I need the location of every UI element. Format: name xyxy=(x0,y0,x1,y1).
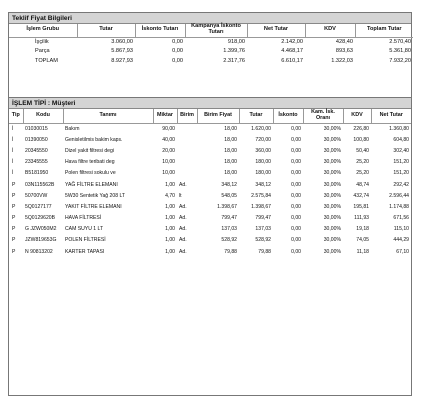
table-cell: 30,00% xyxy=(323,159,341,166)
table-cell: P xyxy=(12,203,16,210)
table-cell: lt xyxy=(179,192,182,199)
table-cell: 195,81 xyxy=(353,203,369,210)
table-cell: 0,00 xyxy=(172,57,183,64)
table-cell: P xyxy=(12,181,16,188)
table-cell: Hava filtre teribati deg xyxy=(65,159,115,166)
table-cell: 10,00 xyxy=(162,170,175,177)
table-cell: 348,12 xyxy=(255,181,271,188)
table-cell: 11,18 xyxy=(356,248,369,255)
column-header: Net Tutar xyxy=(247,24,305,37)
table-cell: P xyxy=(12,237,16,244)
column-header: KDV xyxy=(343,109,371,123)
table-cell: 604,80 xyxy=(393,136,409,143)
table-cell: 30,00% xyxy=(323,170,341,177)
table-cell: 1.322,03 xyxy=(331,57,353,64)
table-cell: 01030015 xyxy=(25,125,48,132)
table-cell: 115,10 xyxy=(393,226,409,233)
table-cell: 50,40 xyxy=(356,147,369,154)
table-cell: 30,00% xyxy=(323,136,341,143)
table-cell: 5Q0127177 xyxy=(25,203,52,210)
table-cell: Bakım xyxy=(65,125,80,132)
column-header: Kampanya İskonto Tutarı xyxy=(185,24,247,37)
column-header: Kodu xyxy=(23,109,63,123)
table-cell: 671,56 xyxy=(393,215,409,222)
column-header: İskonto Tutarı xyxy=(135,24,185,37)
table-cell: Ad. xyxy=(179,215,187,222)
table-cell: 1.399,76 xyxy=(223,48,245,55)
table-cell: 0,00 xyxy=(291,170,301,177)
table-cell: 18,00 xyxy=(224,125,237,132)
table-cell: Parça xyxy=(35,48,50,55)
table-cell: 5.361,80 xyxy=(389,48,411,55)
table-cell: 4,70 xyxy=(165,192,175,199)
table-cell xyxy=(177,134,197,145)
table-cell: 79,88 xyxy=(258,248,271,255)
table-cell: P xyxy=(12,248,16,255)
table-cell: 1.620,00 xyxy=(251,125,271,132)
table-cell: 6.610,17 xyxy=(281,57,303,64)
table-cell: 111,93 xyxy=(354,215,369,222)
table-cell: 137,03 xyxy=(221,226,237,233)
table-row xyxy=(9,134,411,145)
document-frame xyxy=(8,12,412,396)
table-cell: POLEN FİLTRESİ xyxy=(65,237,106,244)
table-cell: 0,00 xyxy=(291,147,301,154)
table-cell: 2.575,84 xyxy=(251,192,271,199)
table-cell: 180,00 xyxy=(255,159,271,166)
table-cell: İ xyxy=(12,147,14,154)
table-cell: 18,00 xyxy=(224,136,237,143)
table-cell: 01390050 xyxy=(25,136,48,143)
table-cell: İşçilik xyxy=(35,39,49,45)
table-row xyxy=(9,179,411,190)
table-cell: P xyxy=(12,215,16,222)
table-cell: 5W30 Sentetik Yağ 208 LT xyxy=(65,192,126,199)
table-cell: N 90813202 xyxy=(25,248,53,255)
table-cell xyxy=(177,157,197,168)
table-cell: 25,20 xyxy=(356,159,369,166)
table-row xyxy=(9,235,411,246)
table-cell: 30,00% xyxy=(323,226,341,233)
table-cell: 23345555 xyxy=(25,159,48,166)
table-cell: 3.060,00 xyxy=(111,39,133,45)
table-cell: 7.932,20 xyxy=(389,57,411,64)
table-cell: İ xyxy=(12,125,14,132)
table-cell: 0,00 xyxy=(291,203,301,210)
table-cell: 1,00 xyxy=(165,215,175,222)
table-row xyxy=(9,190,411,201)
table-cell: 1,00 xyxy=(165,203,175,210)
table-cell: 1.398,67 xyxy=(217,203,237,210)
table-cell: 5Q0129620B xyxy=(25,215,56,222)
table-cell: Polen filtresi sokulu ve xyxy=(65,170,116,177)
table-cell: 18,00 xyxy=(224,170,237,177)
table-cell: 799,47 xyxy=(255,215,271,222)
column-header: Tip xyxy=(9,109,23,123)
table-cell: 30,00% xyxy=(323,203,341,210)
table-cell: 226,80 xyxy=(353,125,369,132)
table-cell: İ xyxy=(12,170,14,177)
column-header: Net Tutar xyxy=(371,109,411,123)
operation-type-title: İŞLEM TİPİ : Müşteri xyxy=(9,98,411,109)
column-header: Toplam Tutar xyxy=(355,24,413,37)
table-cell: 30,00% xyxy=(323,248,341,255)
table-cell: 2.142,00 xyxy=(281,39,303,45)
table-cell: 918,00 xyxy=(227,39,245,45)
table-cell: 180,00 xyxy=(255,170,271,177)
table-cell: 432,74 xyxy=(353,192,369,199)
table-cell: 67,10 xyxy=(396,248,409,255)
table-cell: 1,00 xyxy=(165,226,175,233)
table-cell: 5.867,93 xyxy=(111,48,133,55)
table-cell: 4.468,17 xyxy=(281,48,303,55)
table-cell: 1.360,80 xyxy=(389,125,409,132)
table-cell: YAĞ FİLTRE ELEMANI xyxy=(65,181,118,188)
table-cell: 50700VW xyxy=(25,192,48,199)
table-cell xyxy=(177,168,197,179)
table-cell: Ad. xyxy=(179,248,187,255)
table-cell: 444,29 xyxy=(393,237,409,244)
table-cell: KARTER TAPASI xyxy=(65,248,105,255)
table-cell: 48,74 xyxy=(356,181,369,188)
table-cell: 0,00 xyxy=(291,136,301,143)
column-header: İskonto xyxy=(273,109,303,123)
table-cell: 137,03 xyxy=(255,226,271,233)
table-cell: 19,18 xyxy=(356,226,369,233)
table-row xyxy=(9,56,413,66)
table-cell: G JZW050M2 xyxy=(25,226,57,233)
table-cell: 0,00 xyxy=(172,48,183,55)
table-cell: 528,92 xyxy=(255,237,271,244)
table-cell: 30,00% xyxy=(323,215,341,222)
table-row xyxy=(9,145,411,156)
table-row xyxy=(9,201,411,212)
table-cell: 2.317,76 xyxy=(223,57,245,64)
table-cell: 10,00 xyxy=(162,159,175,166)
column-header: KDV xyxy=(305,24,355,37)
column-header: Tutar xyxy=(239,109,273,123)
table-cell: 100,80 xyxy=(353,136,369,143)
table-cell: Ad. xyxy=(179,226,187,233)
table-cell: YAKIT FİLTRE ELEMANI xyxy=(65,203,122,210)
table-cell: 79,88 xyxy=(224,248,237,255)
quote-price-table xyxy=(9,24,413,66)
table-cell: İ xyxy=(12,159,14,166)
column-header: Birim Fiyat xyxy=(197,109,239,123)
quote-price-section xyxy=(9,13,411,66)
table-row xyxy=(9,123,411,134)
table-cell: 893,63 xyxy=(335,48,353,55)
table-cell: Ad. xyxy=(179,237,187,244)
operation-items-table xyxy=(9,109,411,257)
table-row xyxy=(9,213,411,224)
table-cell: 0,00 xyxy=(172,39,183,45)
table-cell: 0,00 xyxy=(291,192,301,199)
table-cell: 151,20 xyxy=(393,159,409,166)
table-cell: 30,00% xyxy=(323,125,341,132)
table-cell: 302,40 xyxy=(393,147,409,154)
table-cell: 30,00% xyxy=(323,237,341,244)
table-cell: 30,00% xyxy=(323,192,341,199)
table-cell: 20345550 xyxy=(25,147,48,154)
table-row xyxy=(9,246,411,257)
table-cell: HAVA FİLTRESİ xyxy=(65,215,102,222)
table-row xyxy=(9,168,411,179)
table-cell: 74,05 xyxy=(356,237,369,244)
table-cell: 30,00% xyxy=(323,181,341,188)
table-cell: 18,00 xyxy=(224,147,237,154)
table-cell: 720,00 xyxy=(255,136,271,143)
table-cell: 25,20 xyxy=(356,170,369,177)
table-cell: 0,00 xyxy=(291,181,301,188)
table-cell xyxy=(177,145,197,156)
column-header: Miktar xyxy=(153,109,177,123)
table-cell: 0,00 xyxy=(291,248,301,255)
table-cell: 2.596,44 xyxy=(389,192,409,199)
table-row xyxy=(9,224,411,235)
table-cell: P xyxy=(12,226,16,233)
table-cell: 1,00 xyxy=(165,181,175,188)
table-cell: 528,92 xyxy=(221,237,237,244)
table-cell: CAM SUYU 1 LT xyxy=(65,226,104,233)
table-cell: JZW819653G xyxy=(25,237,57,244)
table-cell: 2.570,40 xyxy=(389,39,411,45)
operation-type-section xyxy=(9,97,411,257)
table-cell: 1.174,88 xyxy=(389,203,409,210)
table-row xyxy=(9,47,413,57)
table-cell: 18,00 xyxy=(224,159,237,166)
table-row xyxy=(9,37,413,47)
table-cell: 360,00 xyxy=(255,147,271,154)
table-cell: 548,05 xyxy=(221,192,237,199)
table-cell: 40,00 xyxy=(162,136,175,143)
column-header: Kam. İsk. Oranı xyxy=(303,109,343,123)
table-cell: 428,40 xyxy=(335,39,353,45)
table-cell: 348,12 xyxy=(221,181,237,188)
column-header: İşlem Grubu xyxy=(9,24,77,37)
table-cell: 30,00% xyxy=(323,147,341,154)
table-cell: İ xyxy=(12,136,14,143)
table-cell: Dizel yakit filtresi degi xyxy=(65,147,114,154)
table-cell xyxy=(177,123,197,134)
column-header: Birim xyxy=(177,109,197,123)
table-cell: Genisletilmis bakim kaps. xyxy=(65,136,123,143)
table-cell: 90,00 xyxy=(162,125,175,132)
table-cell: 0,00 xyxy=(291,226,301,233)
table-cell: 1,00 xyxy=(165,237,175,244)
column-header: Tanımı xyxy=(63,109,153,123)
table-cell: 0,00 xyxy=(291,159,301,166)
table-cell: TOPLAM xyxy=(35,57,58,64)
table-cell: B5181950 xyxy=(25,170,49,177)
table-cell: 0,00 xyxy=(291,237,301,244)
table-cell: 03N115562B xyxy=(25,181,55,188)
table-cell: 0,00 xyxy=(291,215,301,222)
table-cell: 1,00 xyxy=(165,248,175,255)
table-cell: 1.398,67 xyxy=(251,203,271,210)
table-cell: P xyxy=(12,192,16,199)
table-cell: 8.927,93 xyxy=(111,57,133,64)
table-cell: 151,20 xyxy=(393,170,409,177)
table-cell: Ad. xyxy=(179,203,187,210)
table-cell: 292,42 xyxy=(393,181,409,188)
table-row xyxy=(9,157,411,168)
column-header: Tutar xyxy=(77,24,135,37)
table-cell: 20,00 xyxy=(162,147,175,154)
table-cell: 0,00 xyxy=(291,125,301,132)
table-cell: Ad. xyxy=(179,181,187,188)
table-cell: 799,47 xyxy=(221,215,237,222)
quote-price-title: Teklif Fiyat Bilgileri xyxy=(9,13,411,24)
